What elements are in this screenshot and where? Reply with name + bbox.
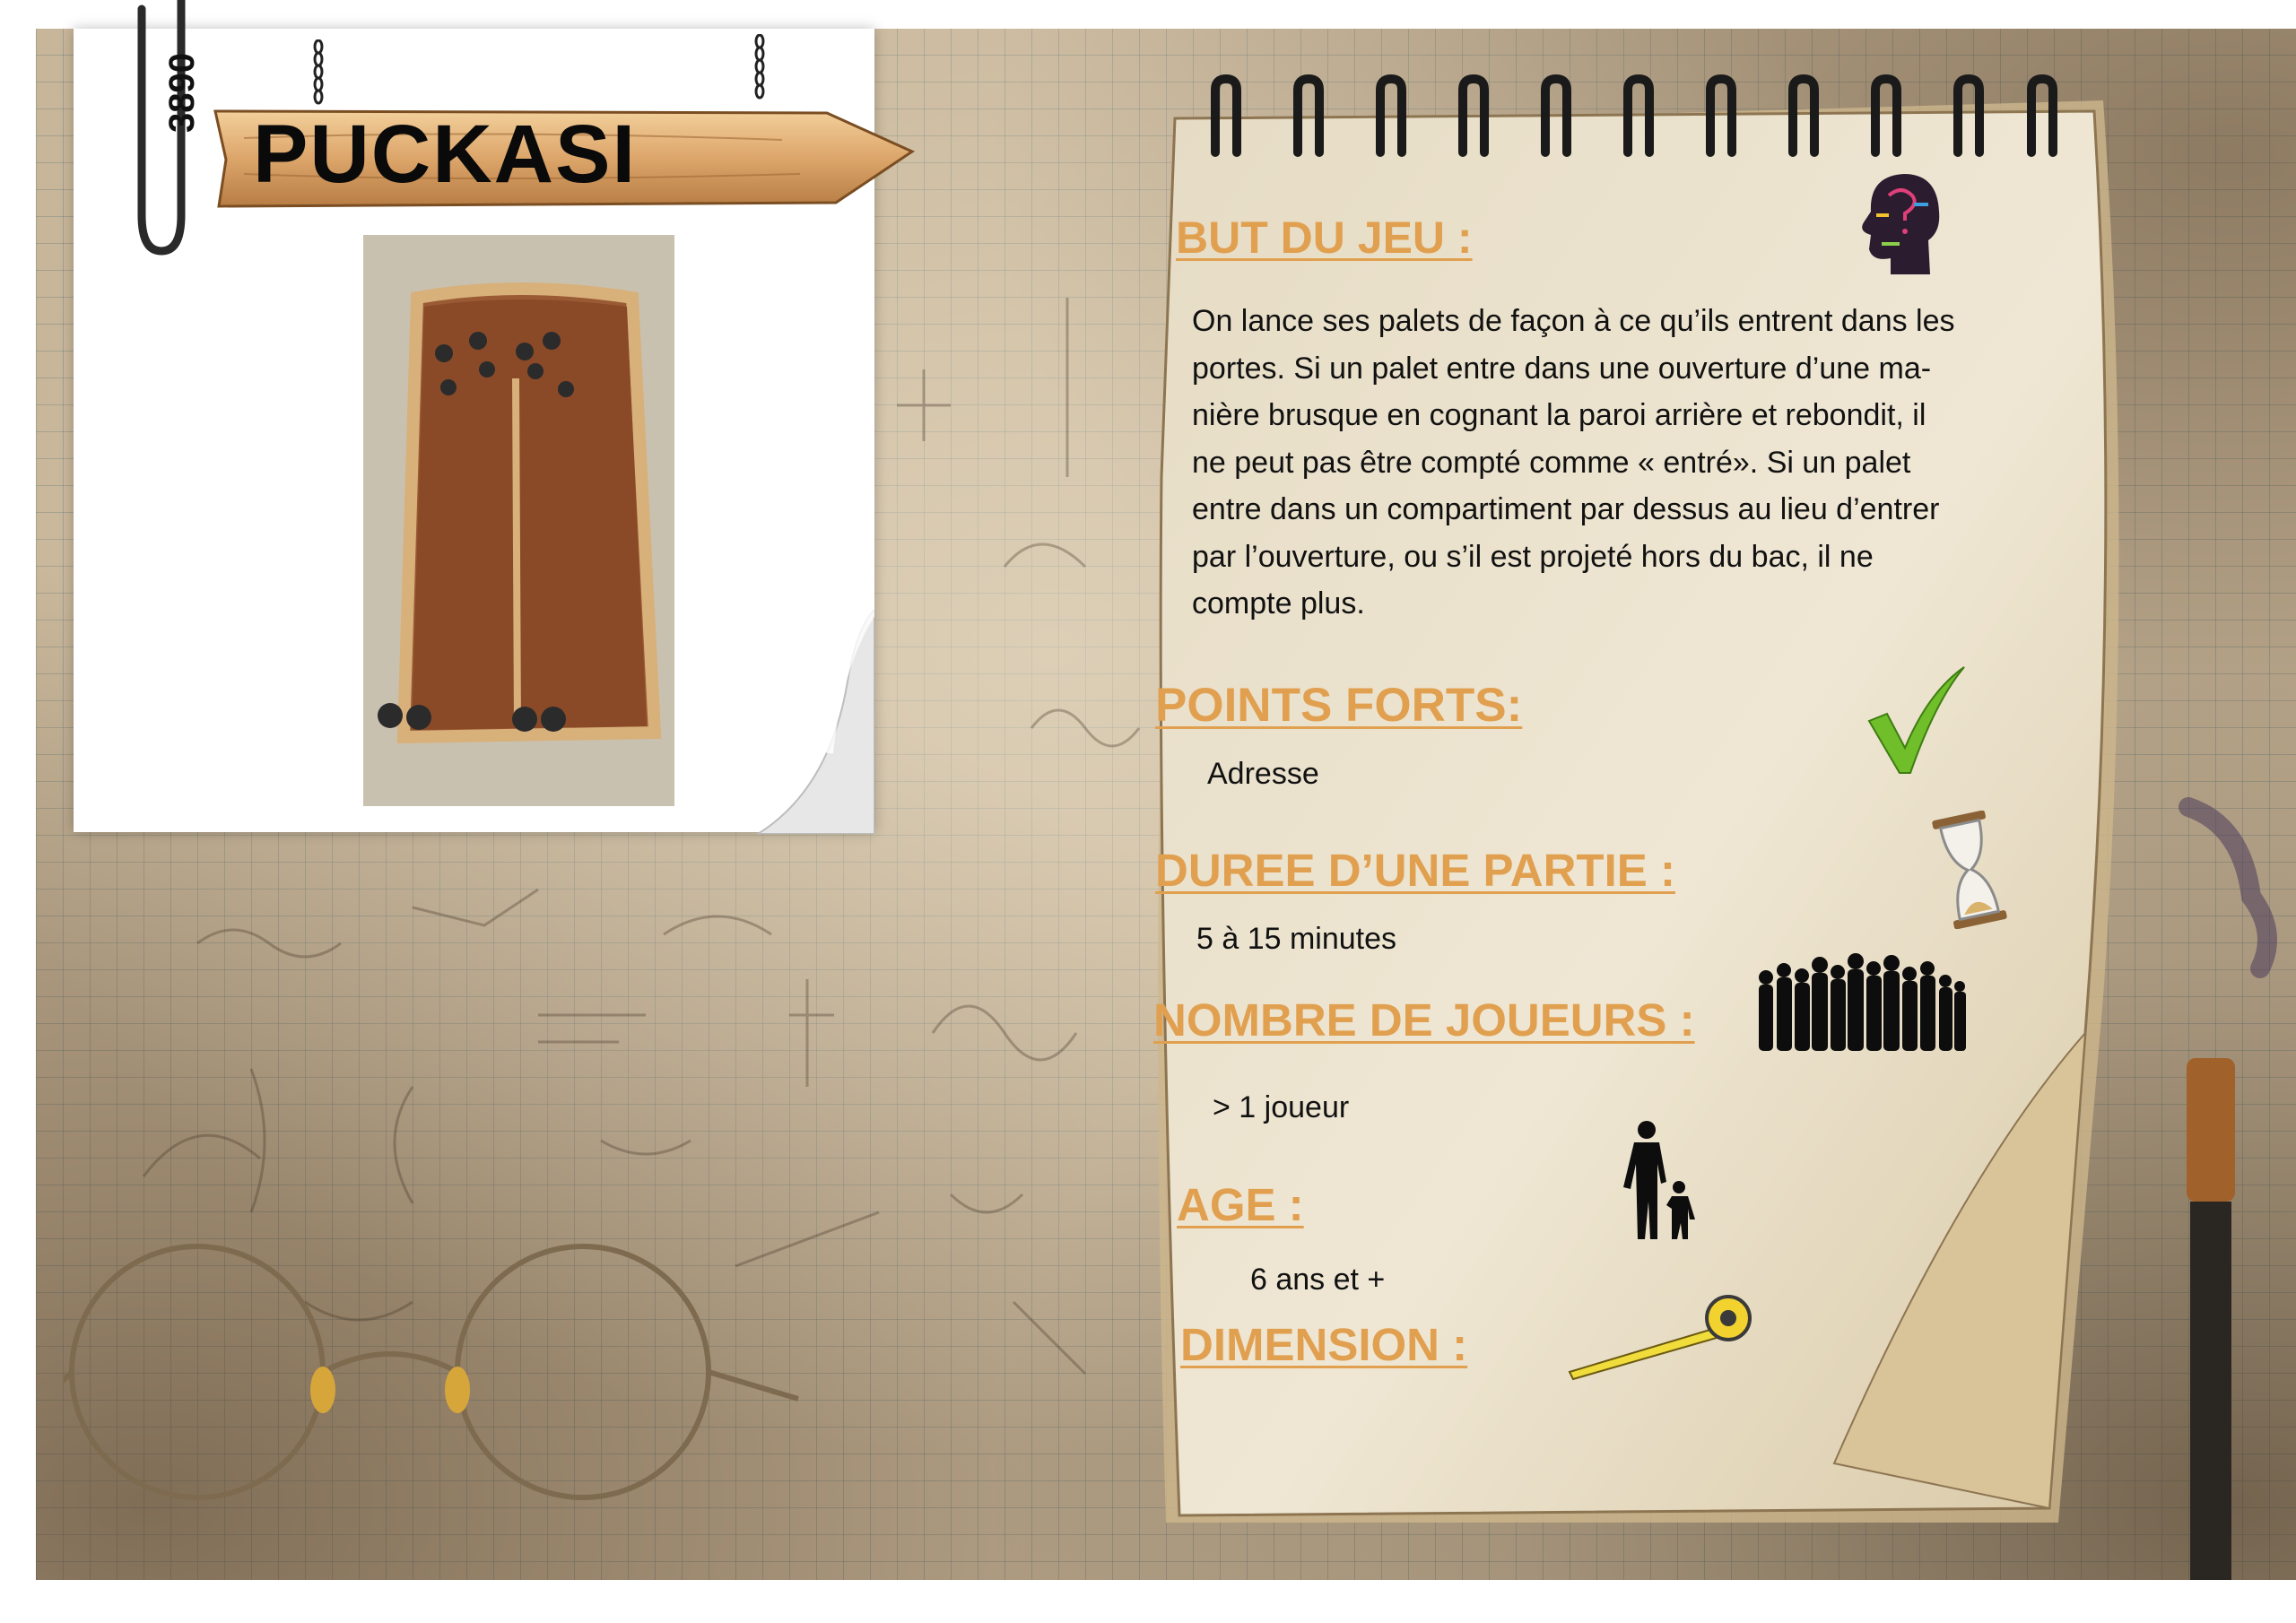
goal-line: portes. Si un palet entre dans une ouverture d’une ma- [1192,351,1932,386]
goal-line: entre dans un compartiment par dessus au lieu d’entrer [1192,492,1940,526]
crowd-icon [1753,950,1969,1051]
puckasi-board-photo [363,235,674,806]
players-text: > 1 joueur [1213,1090,1350,1124]
spiral-binding [1197,72,2076,179]
pen [2135,789,2296,1580]
hourglass-icon [1926,811,2013,929]
strengths-text: Adresse [1207,757,1319,791]
age-text: 6 ans et + [1250,1263,1386,1297]
goal-title: BUT DU JEU : [1176,213,1473,263]
age-title: AGE : [1177,1179,1304,1230]
duration-text: 5 à 15 minutes [1196,922,1397,956]
dimension-title: DIMENSION : [1180,1319,1468,1370]
tape-measure-icon [1562,1291,1756,1381]
players-title: NOMBRE DE JOUEURS : [1153,994,1695,1046]
goal-line: On lance ses palets de façon à ce qu’ils entrent dans les [1192,304,1955,338]
checkmark-icon [1866,665,1966,775]
duration-title: DUREE D’UNE PARTIE : [1155,845,1675,896]
goal-line: par l’ouverture, ou s’il est projeté hors du bac, il ne [1192,539,1874,574]
strengths-title: POINTS FORTS: [1155,679,1523,732]
chain-icon [753,34,766,106]
head-question-icon [1855,169,1944,280]
eyeglasses [63,1202,807,1578]
goal-line: ne peut pas être compté comme « entré». Si un palet [1192,445,1911,480]
goal-line: compte plus. [1192,586,1365,621]
game-title: PUCKASI [253,108,638,200]
chain-icon [312,39,325,111]
goal-line: nière brusque en cognant la paroi arrière et rebondit, il [1192,398,1926,432]
parent-child-icon [1616,1119,1704,1241]
page-curl [740,610,874,834]
game-number: 3890 [162,53,202,133]
goal-text [1192,298,2017,628]
